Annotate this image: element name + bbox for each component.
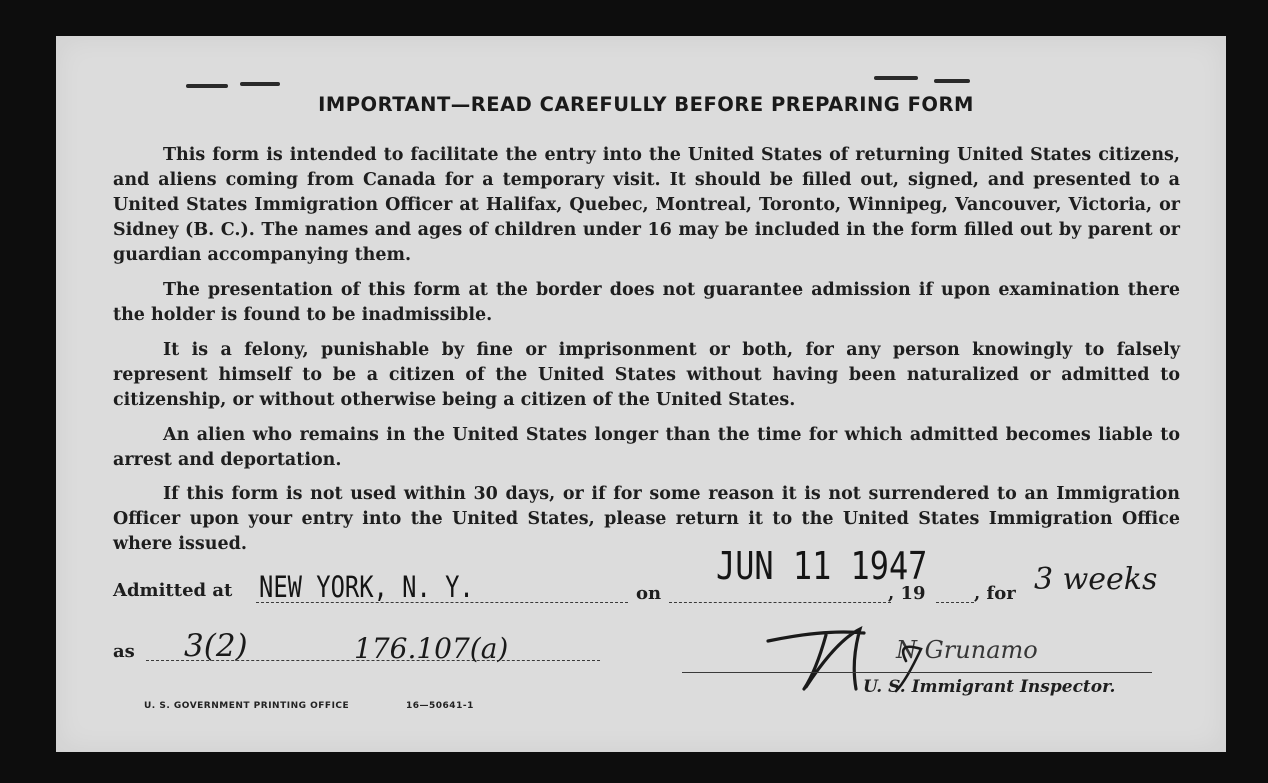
for-duration-handwriting: 3 weeks [1034,562,1158,597]
section-handwriting: 176.107(a) [354,632,509,665]
paragraph-felony-warning: It is a felony, punishable by fine or imprisonment or both, for any person knowingly to falsely represent himself to be a citizen of the United States without having been naturalized or admitted to citizenship, or without otherwise being a citizen of the United States. [113,340,1180,410]
paragraph-deportation: An alien who remains in the United States longer than the time for which admitted becomes liable to arrest and deportation. [113,425,1180,470]
for-label: , for [974,583,1016,604]
paragraph-return-instructions: If this form is not used within 30 days, or if for some reason it is not surrendered to an Immigration Officer upon your entry into the United States, please return it to the United States Immigration Office where issued. [113,484,1180,554]
signature-line [682,672,1152,673]
as-label: as [113,641,135,662]
class-handwriting: 3(2) [184,628,248,664]
top-rule-right-2 [934,79,970,83]
on-label: on [636,583,662,604]
date-stamp: JUN 11 1947 [716,544,928,588]
year-prefix-label: , 19 [888,583,926,604]
form-heading: IMPORTANT—READ CAREFULLY BEFORE PREPARING FORM [318,93,974,116]
admitted-at-label: Admitted at [113,580,233,601]
paragraph-admission-not-guaranteed: The presentation of this form at the border does not guarantee admission if upon examination there the holder is found to be inadmissible. [113,280,1180,325]
signature-name: N Grunamo [896,636,1038,664]
admitted-at-stamp: NEW YORK, N. Y. [259,570,474,604]
top-rule-left-2 [240,82,280,86]
top-rule-right-1 [874,76,918,80]
form-number: 16—50641-1 [406,701,474,711]
paragraph-purpose: This form is intended to facilitate the entry into the United States of returning United States citizens, and aliens coming from Canada for a temporary visit. It should be filled out, signed, and presented to a United States Immigration Officer at Halifax, Quebec, Montreal, Toronto, Winnipeg, Vancouver, Victoria, or Sidney (B. C.). The names and ages of children under 16 may be included in the form filled out by parent or guardian accompanying them. [113,145,1180,265]
signature-caption: U. S. Immigrant Inspector. [863,677,1116,697]
form-card [56,36,1226,752]
top-rule-left-1 [186,84,228,88]
printer-imprint: U. S. GOVERNMENT PRINTING OFFICE [144,701,350,711]
